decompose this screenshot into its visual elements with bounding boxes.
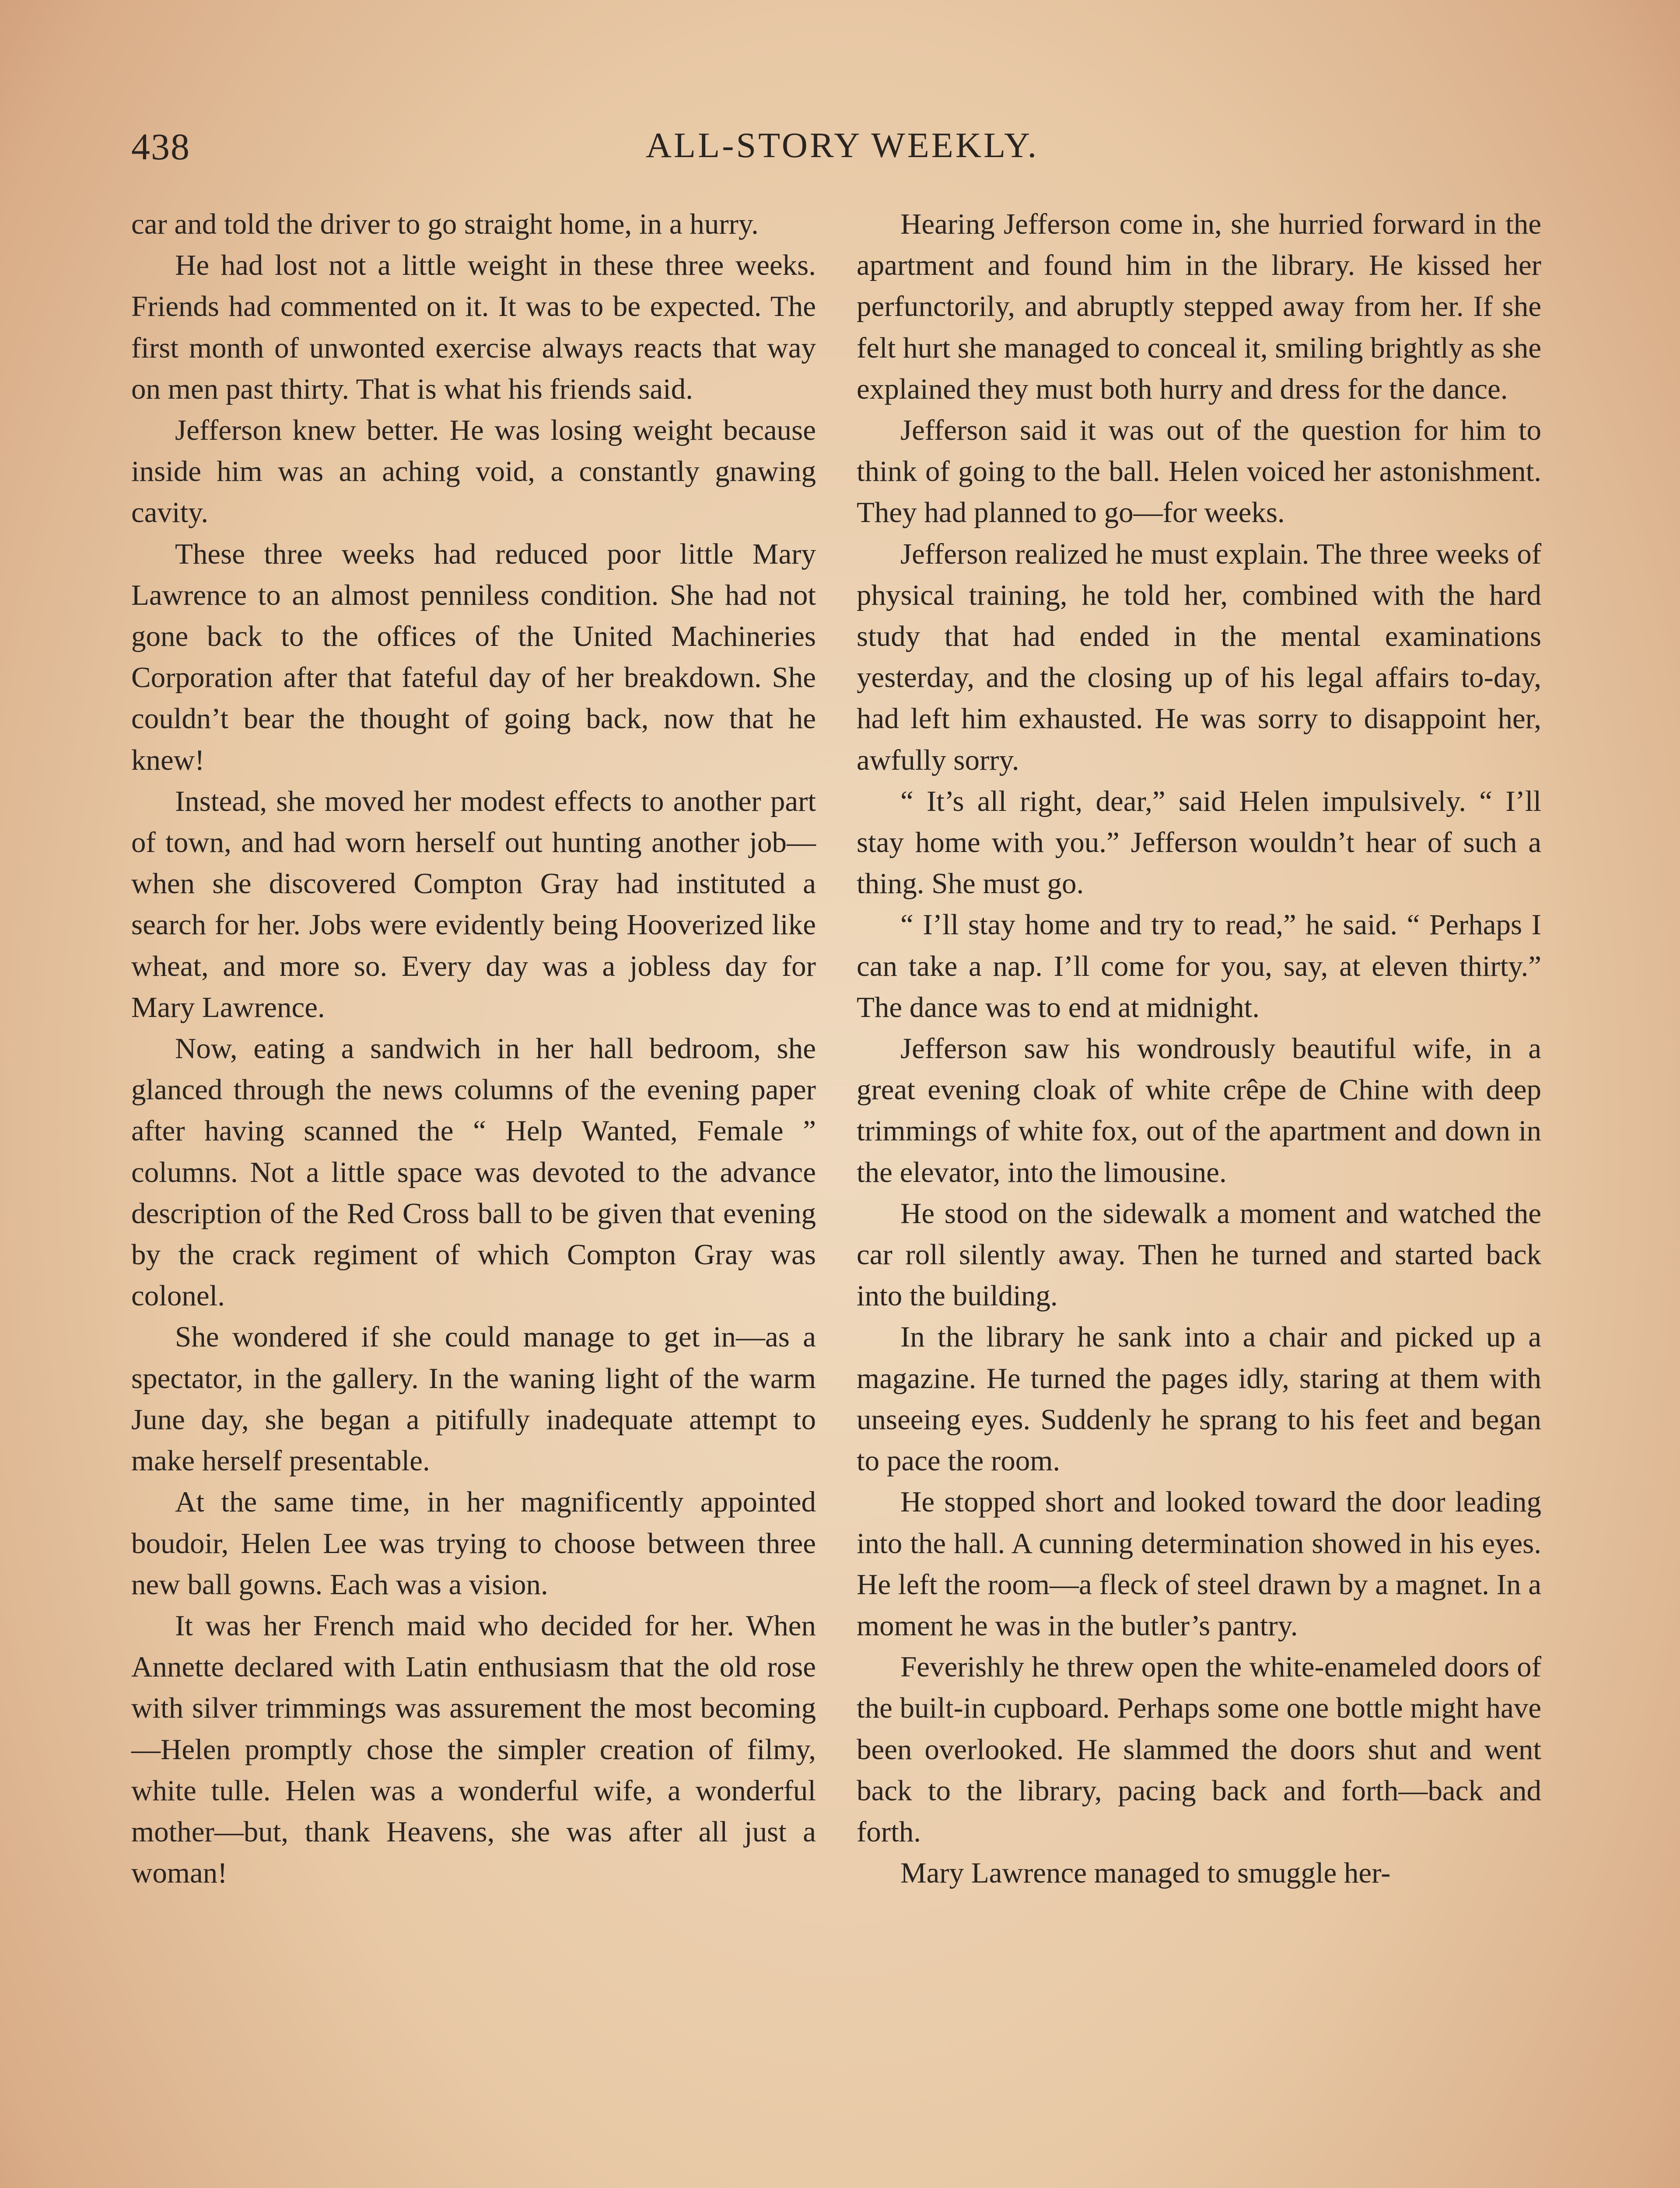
page-header [131, 125, 1553, 177]
paragraph: “ I’ll stay home and try to read,” he said. “ Perhaps I can take a nap. I’ll come for you, say, at eleven thirty.” The dance was to end at midnight. [857, 908, 1541, 1024]
paragraph: In the library he sank into a chair and picked up a magazine. He turned the pages idly, staring at them with unseeing eyes. Suddenly he sprang to his feet and began to pace the room. [857, 1321, 1541, 1477]
right-column [857, 203, 1541, 1893]
paragraph: It was her French maid who decided for her. When Annette declared with Latin enthusiasm that the old rose with silver trimmings was assurement the most becoming—Helen promptly chose the simpler creation of filmy, white tulle. Helen was a wonderful wife, a wonderful mother—but, thank Heavens, she was after all just a woman! [131, 1609, 816, 1890]
paragraph: At the same time, in her magnificently appointed boudoir, Helen Lee was trying to choose between three new ball gowns. Each was a vision. [131, 1486, 816, 1601]
paragraph: Jefferson realized he must explain. The three weeks of physical training, he told her, combined with the hard study that had ended in the mental examinations yesterday, and the closing up of his legal affairs to-day, had left him exhausted. He was sorry to disappoint her, awfully sorry. [857, 537, 1541, 776]
paragraph: These three weeks had reduced poor little Mary Lawrence to an almost penniless condition. She had not gone back to the offices of the United Machineries Corporation after that fateful day of her breakdown. She couldn’t bear the thought of going back, now that he knew! [131, 537, 816, 776]
paragraph: Instead, she moved her modest effects to another part of town, and had worn herself out hunting another job—when she discovered Compton Gray had instituted a search for her. Jobs were evidently being Hooverized like wheat, and more so. Every day was a jobless day for Mary Lawrence. [131, 785, 816, 1024]
paragraph: He stood on the sidewalk a moment and watched the car roll silently away. Then he turned and started back into the building. [857, 1197, 1541, 1312]
paragraph: Jefferson said it was out of the question for him to think of going to the ball. Helen voiced her astonishment. They had planned to go—for weeks. [857, 414, 1541, 529]
running-head: ALL-STORY WEEKLY. [645, 125, 1039, 165]
paragraph: Hearing Jefferson come in, she hurried forward in the apartment and found him in the library. He kissed her perfunctorily, and abruptly stepped away from her. If she felt hurt she managed to conceal it, smiling brightly as she explained they must both hurry and dress for the dance. [857, 208, 1541, 405]
paragraph: She wondered if she could manage to get in—as a spectator, in the gallery. In the waning light of the warm June day, she began a pitifully inadequate attempt to make herself presentable. [131, 1321, 816, 1477]
paragraph: Mary Lawrence managed to smuggle her- [900, 1857, 1391, 1890]
paragraph: Jefferson knew better. He was losing weight because inside him was an aching void, a constantly gnawing cavity. [131, 414, 816, 529]
paragraph: He stopped short and looked toward the door leading into the hall. A cunning determination showed in his eyes. He left the room—a fleck of steel drawn by a magnet. In a moment he was in the butler’s pantry. [857, 1486, 1541, 1642]
left-column [131, 203, 816, 1893]
paragraph: “ It’s all right, dear,” said Helen impulsively. “ I’ll stay home with you.” Jefferson wouldn’t hear of such a thing. She must go. [857, 785, 1541, 900]
paragraph: Jefferson saw his wondrously beautiful wife, in a great evening cloak of white crêpe de Chine with deep trimmings of white fox, out of the apartment and down in the elevator, into the limousine. [857, 1032, 1541, 1189]
paragraph: He had lost not a little weight in these three weeks. Friends had commented on it. It was to be expected. The first month of unwonted exercise always reacts that way on men past thirty. That is what his friends said. [131, 249, 816, 405]
paragraph: car and told the driver to go straight home, in a hurry. [131, 208, 759, 240]
paragraph: Now, eating a sandwich in her hall bedroom, she glanced through the news columns of the evening paper after having scanned the “ Help Wanted, Female ” columns. Not a little space was devoted to the advance description of the Red Cross ball to be given that evening by the crack regiment of which Compton Gray was colonel. [131, 1032, 816, 1312]
paragraph: Feverishly he threw open the white-enameled doors of the built-in cupboard. Perhaps some one bottle might have been overlooked. He slammed the doors shut and went back to the library, pacing back and forth—back and forth. [857, 1651, 1541, 1848]
page-number: 438 [131, 126, 190, 168]
